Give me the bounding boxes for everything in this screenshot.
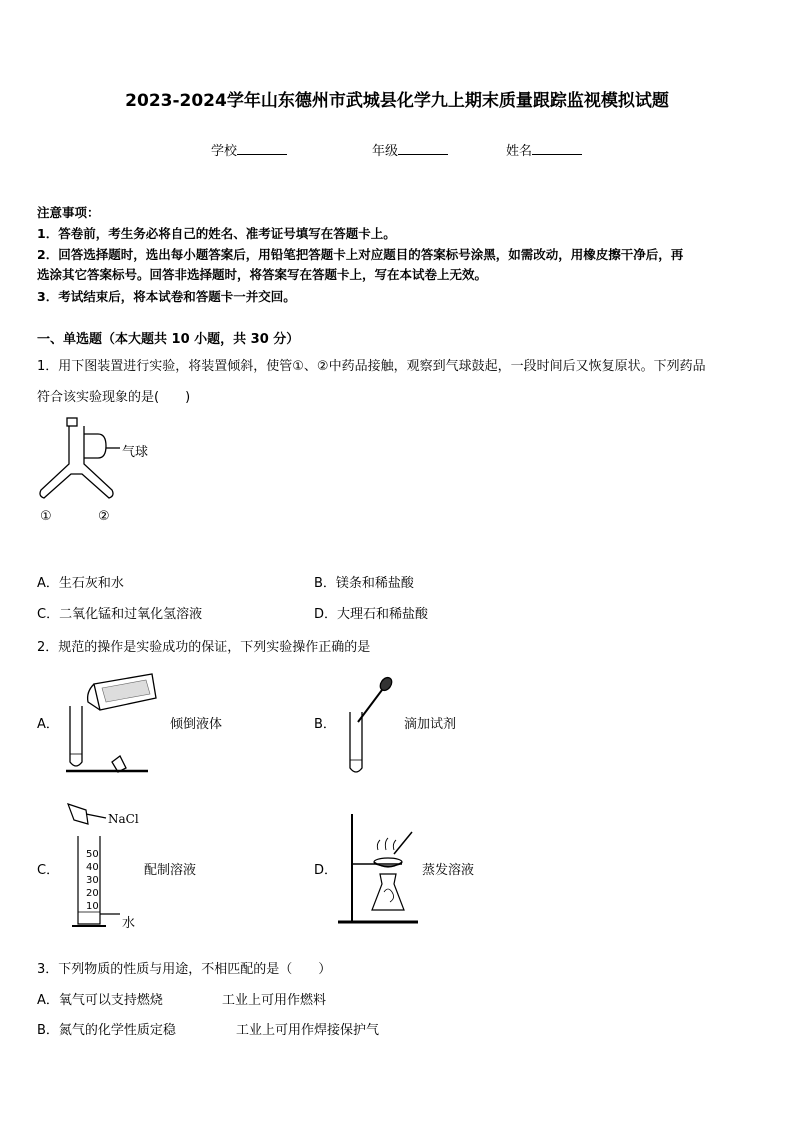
school-label: 学校 (211, 144, 238, 159)
grade-blank[interactable] (398, 142, 448, 155)
q2-option-c[interactable]: C． (37, 863, 60, 878)
scale-tick-30: 30 (86, 875, 99, 886)
q1-option-d[interactable]: D．大理石和稀盐酸 (314, 607, 429, 622)
q2-c-caption: 配制溶液 (144, 863, 197, 878)
scale-tick-20: 20 (86, 888, 99, 899)
scale-tick-50: 50 (86, 849, 99, 860)
evaporation-figure (336, 810, 420, 928)
y-tube-figure (36, 412, 156, 532)
notice-item-2a: 2．回答选择题时，选出每小题答案后，用铅笔把答题卡上对应题目的答案标号涂黑，如需改动，用橡皮擦干净后，再 (37, 247, 684, 262)
q2-a-caption: 倾倒液体 (170, 717, 223, 732)
pouring-liquid-figure (66, 668, 156, 776)
q2-b-caption: 滴加试剂 (404, 717, 457, 732)
q1-option-a[interactable]: A．生石灰和水 (37, 576, 124, 591)
q1-stem-line1: 1．用下图装置进行实验，将装置倾斜，使管①、②中药品接触，观察到气球鼓起，一段时间后又恢复原状。下列药品 (37, 359, 706, 374)
page-title: 2023-2024学年山东德州市武城县化学九上期末质量跟踪监视模拟试题 (125, 91, 669, 111)
dropper-figure (344, 674, 394, 778)
water-label: 水 (122, 916, 136, 931)
name-field[interactable] (506, 140, 582, 159)
tube-1-label: ① (40, 509, 52, 524)
q3-option-a-use: 工业上可用作燃料 (222, 993, 327, 1008)
tube-2-label: ② (98, 509, 110, 524)
grade-field[interactable] (372, 140, 448, 159)
scale-tick-10: 10 (86, 901, 99, 912)
q3-option-a[interactable]: A．氧气可以支持燃烧 (37, 993, 163, 1008)
notice-heading: 注意事项： (37, 205, 100, 220)
grade-label: 年级 (372, 144, 399, 159)
scale-tick-40: 40 (86, 862, 99, 873)
school-field[interactable] (211, 140, 287, 159)
notice-item-3: 3．考试结束后，将本试卷和答题卡一并交回。 (37, 289, 296, 304)
q2-option-d[interactable]: D． (314, 863, 338, 878)
q2-option-a[interactable]: A． (37, 717, 59, 732)
notice-item-1: 1．答卷前，考生务必将自己的姓名、准考证号填写在答题卡上。 (37, 226, 396, 241)
balloon-label: 气球 (122, 445, 149, 460)
notice-item-2b: 选涂其它答案标号。回答非选择题时，将答案写在答题卡上，写在本试卷上无效。 (37, 267, 488, 282)
q1-option-c[interactable]: C．二氧化锰和过氧化氢溶液 (37, 607, 203, 622)
q1-stem-line2: 符合该实验现象的是( ) (37, 390, 191, 405)
name-label: 姓名 (506, 144, 533, 159)
nacl-label: NaCl (108, 812, 139, 826)
q3-stem: 3．下列物质的性质与用途，不相匹配的是（ ） (37, 962, 332, 977)
section-heading: 一、单选题（本大题共 10 小题，共 30 分） (37, 332, 300, 347)
q2-d-caption: 蒸发溶液 (422, 863, 475, 878)
name-blank[interactable] (532, 142, 582, 155)
q2-stem: 2．规范的操作是实验成功的保证，下列实验操作正确的是 (37, 640, 371, 655)
cylinder-scale (86, 848, 99, 913)
school-blank[interactable] (237, 142, 287, 155)
q3-option-b-use: 工业上可用作焊接保护气 (236, 1023, 380, 1038)
q3-option-b[interactable]: B．氮气的化学性质定稳 (37, 1023, 176, 1038)
q2-option-b[interactable]: B． (314, 717, 336, 732)
q1-option-b[interactable]: B．镁条和稀盐酸 (314, 576, 414, 591)
